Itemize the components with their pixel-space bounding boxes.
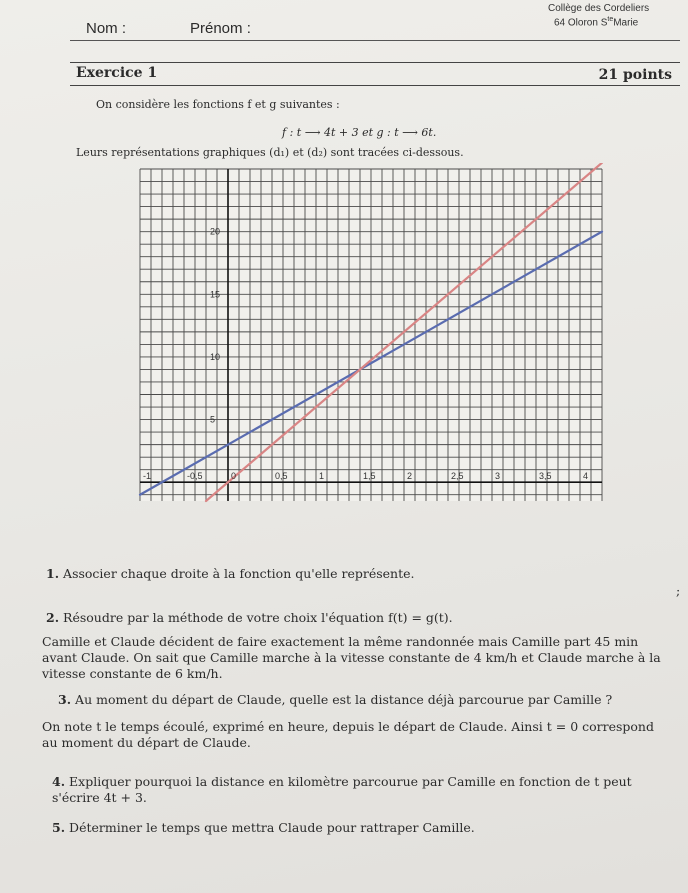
- x-tick-label: -1: [143, 471, 152, 482]
- question-5-text: Déterminer le temps que mettra Claude pour rattraper Camille.: [69, 820, 475, 835]
- x-tick-label: 0,5: [275, 471, 288, 482]
- y-tick-label: 20: [210, 226, 221, 237]
- exercise-intro: On considère les fonctions f et g suivantes :: [96, 98, 340, 111]
- x-tick-label: 3,5: [539, 471, 552, 482]
- function-graph: [130, 163, 610, 515]
- y-tick-label: 10: [210, 351, 221, 362]
- y-tick-label: 5: [210, 414, 216, 425]
- x-tick-label: 0: [231, 471, 237, 482]
- student-name-row: [70, 18, 680, 41]
- x-tick-label: 4: [583, 471, 589, 482]
- graph-sentence: Leurs représentations graphiques (d₁) et (d₂) sont tracées ci-dessous.: [76, 146, 464, 159]
- exercise-header: [70, 62, 680, 86]
- question-3-text: Au moment du départ de Claude, quelle est la distance déjà parcourue par Camille ?: [75, 692, 613, 707]
- y-tick-label: 15: [210, 289, 221, 300]
- question-5-num: 5.: [52, 820, 66, 835]
- school-line2-end: Marie: [613, 17, 639, 29]
- paragraph-camille: Camille et Claude décident de faire exactement la même randonnée mais Camille part 45 min avant Claude. On sait que Camille marche à la vitesse constante de 4 km/h et Claude marche à la vitesse constante de 6 km/h.: [42, 634, 661, 681]
- school-line2-start: 64 Oloron S: [554, 17, 608, 29]
- x-tick-label: 2,5: [451, 471, 464, 482]
- x-tick-label: 3: [495, 471, 501, 482]
- school-line2-sup: te: [607, 16, 614, 23]
- question-4: [52, 774, 670, 806]
- question-3: [58, 692, 612, 708]
- prenom-label: Prénom :: [190, 20, 251, 37]
- question-1-num: 1.: [46, 566, 60, 581]
- x-tick-label: -0,5: [187, 471, 203, 482]
- nom-label: Nom :: [86, 20, 127, 37]
- question-5: [52, 820, 475, 836]
- margin-mark: ;: [676, 583, 681, 598]
- question-3-num: 3.: [58, 692, 72, 707]
- question-2: [46, 610, 453, 626]
- exercise-points: 21 points: [598, 67, 672, 83]
- paragraph-note: On note t le temps écoulé, exprimé en heure, depuis le départ de Claude. Ainsi t = 0 correspond au moment du départ de Claude.: [42, 719, 654, 750]
- question-2-text: Résoudre par la méthode de votre choix l'équation f(t) = g(t).: [63, 610, 453, 625]
- exercise-title: Exercice 1: [76, 65, 158, 81]
- question-4-text: Expliquer pourquoi la distance en kilomètre parcourue par Camille en fonction de t peut s'écrire 4t + 3.: [52, 774, 632, 805]
- x-tick-label: 1,5: [363, 471, 376, 482]
- question-1-text: Associer chaque droite à la fonction qu'elle représente.: [63, 566, 415, 581]
- x-tick-label: 1: [319, 471, 325, 482]
- graph-grid: [140, 169, 602, 501]
- question-1: [46, 566, 414, 582]
- school-line1: Collège des Cordeliers: [548, 3, 650, 14]
- question-4-num: 4.: [52, 774, 66, 789]
- x-tick-label: 2: [407, 471, 413, 482]
- function-definitions: f : t ⟶ 4t + 3 et g : t ⟶ 6t.: [282, 126, 437, 139]
- question-2-num: 2.: [46, 610, 60, 625]
